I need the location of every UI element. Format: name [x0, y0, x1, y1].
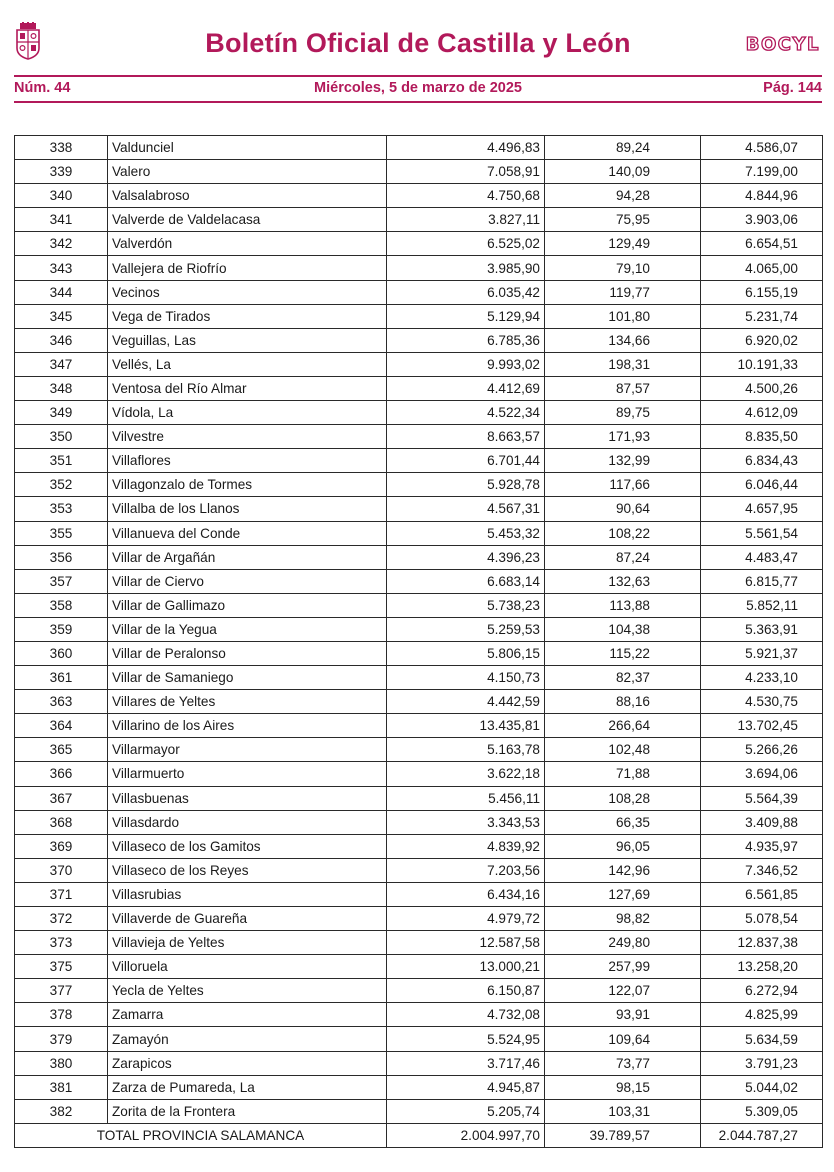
table-row [15, 497, 823, 521]
municipality-code: 356 [15, 545, 108, 569]
value-3: 4.657,95 [701, 497, 823, 521]
municipality-name: Vega de Tirados [108, 304, 387, 328]
municipality-code: 345 [15, 304, 108, 328]
total-row [15, 1123, 823, 1147]
municipality-name: Vecinos [108, 280, 387, 304]
bocyl-logo: BOCYL [745, 34, 820, 55]
value-2: 102,48 [545, 738, 701, 762]
value-2: 108,22 [545, 521, 701, 545]
value-3: 5.078,54 [701, 907, 823, 931]
issue-date: Miércoles, 5 de marzo de 2025 [314, 80, 522, 96]
value-1: 5.129,94 [387, 304, 545, 328]
table-row [15, 521, 823, 545]
municipality-code: 350 [15, 425, 108, 449]
table-row [15, 256, 823, 280]
value-2: 129,49 [545, 232, 701, 256]
bulletin-title: Boletín Oficial de Castilla y León [205, 28, 631, 58]
value-2: 93,91 [545, 1003, 701, 1027]
header-rule-top [14, 75, 822, 77]
value-1: 5.456,11 [387, 786, 545, 810]
value-2: 109,64 [545, 1027, 701, 1051]
municipality-code: 352 [15, 473, 108, 497]
municipality-name: Zarza de Pumareda, La [108, 1075, 387, 1099]
value-1: 5.738,23 [387, 593, 545, 617]
municipality-code: 358 [15, 593, 108, 617]
value-2: 98,15 [545, 1075, 701, 1099]
table-row [15, 738, 823, 762]
table-row [15, 328, 823, 352]
value-3: 13.258,20 [701, 955, 823, 979]
value-3: 5.044,02 [701, 1075, 823, 1099]
table-row [15, 762, 823, 786]
value-3: 5.921,37 [701, 641, 823, 665]
value-2: 75,95 [545, 208, 701, 232]
value-2: 142,96 [545, 858, 701, 882]
municipality-name: Valsalabroso [108, 184, 387, 208]
table-row [15, 593, 823, 617]
municipality-name: Villaseco de los Reyes [108, 858, 387, 882]
value-3: 13.702,45 [701, 714, 823, 738]
municipality-code: 341 [15, 208, 108, 232]
table-row [15, 569, 823, 593]
municipality-code: 377 [15, 979, 108, 1003]
value-2: 249,80 [545, 931, 701, 955]
value-3: 6.654,51 [701, 232, 823, 256]
value-3: 6.920,02 [701, 328, 823, 352]
value-2: 103,31 [545, 1099, 701, 1123]
total-value-2: 39.789,57 [545, 1123, 701, 1147]
value-3: 3.791,23 [701, 1051, 823, 1075]
municipality-name: Villalba de los Llanos [108, 497, 387, 521]
municipality-code: 375 [15, 955, 108, 979]
issue-number: Núm. 44 [14, 80, 71, 96]
municipality-name: Villavieja de Yeltes [108, 931, 387, 955]
value-3: 5.852,11 [701, 593, 823, 617]
value-3: 6.155,19 [701, 280, 823, 304]
value-3: 5.564,39 [701, 786, 823, 810]
municipality-code: 370 [15, 858, 108, 882]
municipality-code: 357 [15, 569, 108, 593]
table-row [15, 931, 823, 955]
municipality-name: Ventosa del Río Almar [108, 376, 387, 400]
municipality-name: Villar de Ciervo [108, 569, 387, 593]
table-row [15, 304, 823, 328]
value-1: 7.203,56 [387, 858, 545, 882]
value-2: 79,10 [545, 256, 701, 280]
table-row [15, 160, 823, 184]
table-row [15, 208, 823, 232]
value-2: 257,99 [545, 955, 701, 979]
page-number: Pág. 144 [763, 80, 822, 96]
municipality-code: 359 [15, 617, 108, 641]
table-row [15, 690, 823, 714]
municipality-name: Villarmayor [108, 738, 387, 762]
table-row [15, 617, 823, 641]
municipality-name: Villar de la Yegua [108, 617, 387, 641]
municipality-code: 353 [15, 497, 108, 521]
value-1: 6.035,42 [387, 280, 545, 304]
value-2: 96,05 [545, 834, 701, 858]
municipality-code: 371 [15, 882, 108, 906]
value-1: 6.701,44 [387, 449, 545, 473]
municipality-name: Villaverde de Guareña [108, 907, 387, 931]
table-row [15, 473, 823, 497]
value-3: 4.935,97 [701, 834, 823, 858]
value-2: 88,16 [545, 690, 701, 714]
value-3: 5.266,26 [701, 738, 823, 762]
value-3: 12.837,38 [701, 931, 823, 955]
municipality-name: Valero [108, 160, 387, 184]
municipality-name: Villarino de los Aires [108, 714, 387, 738]
municipality-name: Valdunciel [108, 136, 387, 160]
municipality-name: Villasrubias [108, 882, 387, 906]
municipality-code: 348 [15, 376, 108, 400]
municipality-code: 381 [15, 1075, 108, 1099]
value-1: 9.993,02 [387, 352, 545, 376]
value-1: 4.396,23 [387, 545, 545, 569]
total-value-1: 2.004.997,70 [387, 1123, 545, 1147]
value-1: 3.717,46 [387, 1051, 545, 1075]
municipality-code: 369 [15, 834, 108, 858]
value-3: 5.634,59 [701, 1027, 823, 1051]
value-2: 87,57 [545, 376, 701, 400]
municipality-name: Villarmuerto [108, 762, 387, 786]
municipality-name: Villaflores [108, 449, 387, 473]
table-row [15, 545, 823, 569]
municipality-code: 365 [15, 738, 108, 762]
value-3: 4.500,26 [701, 376, 823, 400]
value-3: 3.694,06 [701, 762, 823, 786]
value-3: 7.346,52 [701, 858, 823, 882]
value-3: 3.409,88 [701, 810, 823, 834]
municipality-table [14, 135, 823, 1148]
municipality-name: Yecla de Yeltes [108, 979, 387, 1003]
municipality-code: 368 [15, 810, 108, 834]
table-row [15, 425, 823, 449]
value-3: 6.561,85 [701, 882, 823, 906]
value-1: 4.750,68 [387, 184, 545, 208]
municipality-name: Veguillas, Las [108, 328, 387, 352]
value-2: 171,93 [545, 425, 701, 449]
municipality-name: Zarapicos [108, 1051, 387, 1075]
table-row [15, 280, 823, 304]
municipality-name: Villoruela [108, 955, 387, 979]
value-3: 7.199,00 [701, 160, 823, 184]
table-row [15, 401, 823, 425]
municipality-name: Vídola, La [108, 401, 387, 425]
municipality-code: 378 [15, 1003, 108, 1027]
total-value-3: 2.044.787,27 [701, 1123, 823, 1147]
total-label: TOTAL PROVINCIA SALAMANCA [15, 1123, 387, 1147]
value-1: 5.259,53 [387, 617, 545, 641]
table-row [15, 882, 823, 906]
municipality-name: Zorita de la Frontera [108, 1099, 387, 1123]
value-3: 5.231,74 [701, 304, 823, 328]
value-1: 5.524,95 [387, 1027, 545, 1051]
municipality-name: Villagonzalo de Tormes [108, 473, 387, 497]
municipality-code: 344 [15, 280, 108, 304]
table-row [15, 810, 823, 834]
municipality-code: 338 [15, 136, 108, 160]
table-row [15, 1075, 823, 1099]
table-row [15, 376, 823, 400]
table-body [15, 136, 823, 1124]
value-2: 87,24 [545, 545, 701, 569]
value-1: 12.587,58 [387, 931, 545, 955]
value-1: 13.435,81 [387, 714, 545, 738]
value-1: 6.150,87 [387, 979, 545, 1003]
issue-line [14, 80, 822, 98]
value-2: 117,66 [545, 473, 701, 497]
value-3: 5.309,05 [701, 1099, 823, 1123]
table-row [15, 184, 823, 208]
value-1: 4.732,08 [387, 1003, 545, 1027]
value-1: 4.839,92 [387, 834, 545, 858]
value-1: 6.683,14 [387, 569, 545, 593]
table-row [15, 352, 823, 376]
municipality-code: 342 [15, 232, 108, 256]
value-1: 8.663,57 [387, 425, 545, 449]
value-2: 115,22 [545, 641, 701, 665]
table-row [15, 136, 823, 160]
municipality-code: 339 [15, 160, 108, 184]
value-2: 89,24 [545, 136, 701, 160]
value-2: 266,64 [545, 714, 701, 738]
value-2: 113,88 [545, 593, 701, 617]
municipality-code: 367 [15, 786, 108, 810]
municipality-name: Villares de Yeltes [108, 690, 387, 714]
municipality-code: 372 [15, 907, 108, 931]
value-1: 6.525,02 [387, 232, 545, 256]
value-1: 4.979,72 [387, 907, 545, 931]
value-1: 3.622,18 [387, 762, 545, 786]
value-1: 13.000,21 [387, 955, 545, 979]
value-1: 4.442,59 [387, 690, 545, 714]
value-2: 82,37 [545, 666, 701, 690]
value-3: 4.586,07 [701, 136, 823, 160]
table-row [15, 641, 823, 665]
municipality-code: 361 [15, 666, 108, 690]
value-1: 6.434,16 [387, 882, 545, 906]
value-3: 6.834,43 [701, 449, 823, 473]
value-2: 198,31 [545, 352, 701, 376]
value-2: 104,38 [545, 617, 701, 641]
municipality-code: 363 [15, 690, 108, 714]
municipality-code: 379 [15, 1027, 108, 1051]
value-3: 4.233,10 [701, 666, 823, 690]
value-3: 4.530,75 [701, 690, 823, 714]
value-1: 4.522,34 [387, 401, 545, 425]
value-2: 73,77 [545, 1051, 701, 1075]
value-3: 3.903,06 [701, 208, 823, 232]
municipality-name: Villanueva del Conde [108, 521, 387, 545]
municipality-name: Villar de Argañán [108, 545, 387, 569]
value-3: 5.363,91 [701, 617, 823, 641]
value-2: 132,99 [545, 449, 701, 473]
table-row [15, 232, 823, 256]
table-row [15, 786, 823, 810]
value-2: 90,64 [545, 497, 701, 521]
municipality-code: 364 [15, 714, 108, 738]
municipality-code: 346 [15, 328, 108, 352]
value-1: 4.150,73 [387, 666, 545, 690]
value-2: 132,63 [545, 569, 701, 593]
table-row [15, 834, 823, 858]
value-3: 4.612,09 [701, 401, 823, 425]
municipality-code: 340 [15, 184, 108, 208]
municipality-name: Villar de Samaniego [108, 666, 387, 690]
value-1: 5.806,15 [387, 641, 545, 665]
value-1: 4.412,69 [387, 376, 545, 400]
value-2: 108,28 [545, 786, 701, 810]
table-row [15, 979, 823, 1003]
municipality-code: 355 [15, 521, 108, 545]
municipality-name: Vilvestre [108, 425, 387, 449]
value-2: 98,82 [545, 907, 701, 931]
value-2: 66,35 [545, 810, 701, 834]
value-2: 89,75 [545, 401, 701, 425]
value-1: 4.496,83 [387, 136, 545, 160]
municipality-name: Vallejera de Riofrío [108, 256, 387, 280]
municipality-code: 380 [15, 1051, 108, 1075]
municipality-name: Villasdardo [108, 810, 387, 834]
value-2: 94,28 [545, 184, 701, 208]
value-1: 4.567,31 [387, 497, 545, 521]
value-2: 119,77 [545, 280, 701, 304]
value-3: 4.065,00 [701, 256, 823, 280]
value-1: 6.785,36 [387, 328, 545, 352]
value-1: 5.928,78 [387, 473, 545, 497]
value-3: 10.191,33 [701, 352, 823, 376]
municipality-code: 349 [15, 401, 108, 425]
municipality-name: Villar de Peralonso [108, 641, 387, 665]
table-row [15, 1051, 823, 1075]
municipality-name: Zamayón [108, 1027, 387, 1051]
municipality-name: Villasbuenas [108, 786, 387, 810]
municipality-code: 351 [15, 449, 108, 473]
value-1: 3.343,53 [387, 810, 545, 834]
municipality-code: 373 [15, 931, 108, 955]
table-row [15, 1027, 823, 1051]
value-3: 8.835,50 [701, 425, 823, 449]
municipality-name: Vellés, La [108, 352, 387, 376]
value-1: 3.827,11 [387, 208, 545, 232]
value-2: 71,88 [545, 762, 701, 786]
municipality-code: 343 [15, 256, 108, 280]
value-1: 4.945,87 [387, 1075, 545, 1099]
value-3: 4.483,47 [701, 545, 823, 569]
table-row [15, 907, 823, 931]
municipality-name: Villar de Gallimazo [108, 593, 387, 617]
value-1: 3.985,90 [387, 256, 545, 280]
table-row [15, 1099, 823, 1123]
municipality-name: Villaseco de los Gamitos [108, 834, 387, 858]
municipality-code: 382 [15, 1099, 108, 1123]
table-row [15, 955, 823, 979]
municipality-code: 366 [15, 762, 108, 786]
value-2: 101,80 [545, 304, 701, 328]
value-3: 4.844,96 [701, 184, 823, 208]
header-rule-bottom [14, 101, 822, 103]
value-1: 5.205,74 [387, 1099, 545, 1123]
municipality-name: Valverdón [108, 232, 387, 256]
value-2: 127,69 [545, 882, 701, 906]
value-2: 122,07 [545, 979, 701, 1003]
table-row [15, 666, 823, 690]
value-2: 134,66 [545, 328, 701, 352]
municipality-code: 360 [15, 641, 108, 665]
value-3: 6.046,44 [701, 473, 823, 497]
municipality-name: Valverde de Valdelacasa [108, 208, 387, 232]
value-3: 6.272,94 [701, 979, 823, 1003]
value-1: 7.058,91 [387, 160, 545, 184]
value-1: 5.163,78 [387, 738, 545, 762]
table-row [15, 858, 823, 882]
value-3: 6.815,77 [701, 569, 823, 593]
table-row [15, 1003, 823, 1027]
value-3: 4.825,99 [701, 1003, 823, 1027]
value-2: 140,09 [545, 160, 701, 184]
municipality-name: Zamarra [108, 1003, 387, 1027]
value-3: 5.561,54 [701, 521, 823, 545]
municipality-code: 347 [15, 352, 108, 376]
value-1: 5.453,32 [387, 521, 545, 545]
page-header [14, 20, 822, 105]
table-row [15, 449, 823, 473]
table-row [15, 714, 823, 738]
